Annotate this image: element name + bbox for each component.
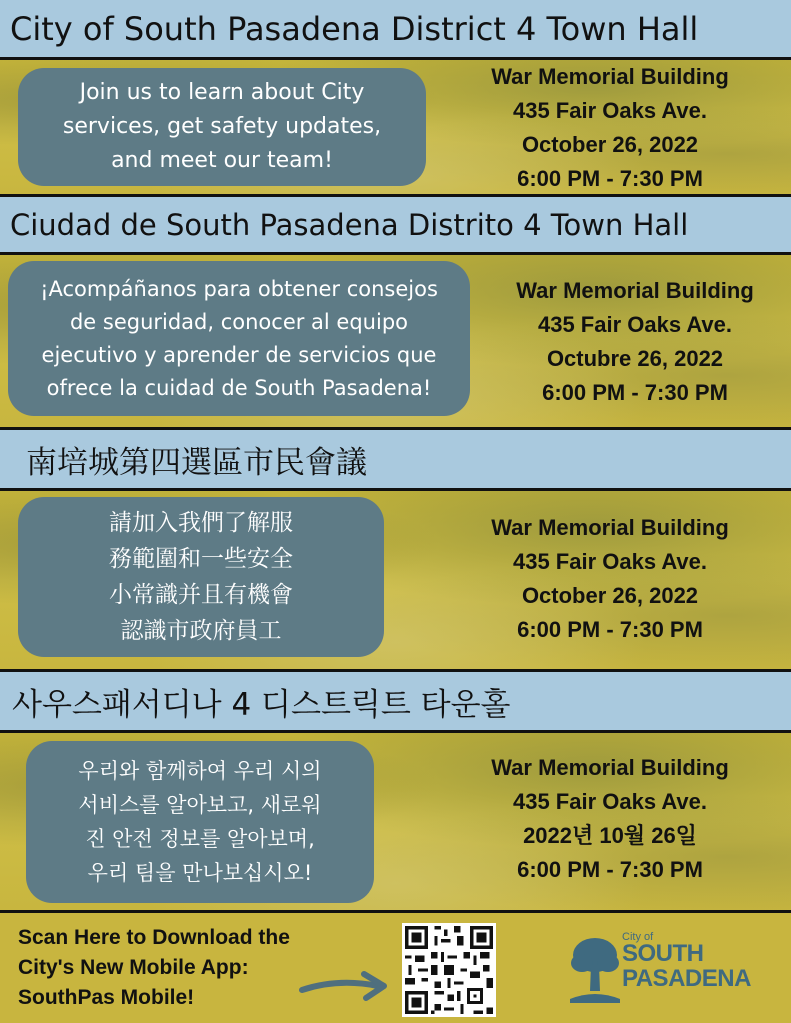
section-2-title: Ciudad de South Pasadena Distrito 4 Town Hall bbox=[10, 207, 689, 242]
section-2-date: Octubre 26, 2022 bbox=[546, 346, 724, 371]
city-logo bbox=[570, 931, 780, 1011]
section-4-message-bubble bbox=[26, 741, 374, 903]
section-2-title-bar bbox=[0, 197, 791, 252]
section-2-time: 6:00 PM - 7:30 PM bbox=[542, 380, 728, 405]
section-4-title-bar bbox=[0, 672, 791, 730]
section-2-event-info bbox=[476, 274, 791, 410]
section-2-message-bubble bbox=[8, 261, 470, 416]
arrow-right-icon bbox=[298, 968, 390, 1004]
footer bbox=[0, 913, 791, 1023]
logo-city-name: SOUTH PASADENA bbox=[622, 940, 751, 992]
section-3-title: 南培城第四選區市民會議 bbox=[26, 444, 367, 481]
section-2-panel bbox=[0, 255, 791, 427]
section-3-event-info bbox=[440, 511, 780, 647]
section-4-time: 6:00 PM - 7:30 PM bbox=[517, 857, 703, 882]
section-2-message: ¡Acompáñanos para obtener consejos de seguridad, conocer al equipo ejecutivo y aprender de servicios que ofrece la cuidad de South Pasadena! bbox=[40, 276, 438, 400]
section-1-address: 435 Fair Oaks Ave. bbox=[512, 98, 708, 123]
section-4-panel bbox=[0, 733, 791, 910]
section-1-panel bbox=[0, 60, 791, 194]
section-3-panel bbox=[0, 491, 791, 669]
app-download-text: Scan Here to Download the City's New Mobile App: SouthPas Mobile! bbox=[18, 926, 290, 1009]
section-4-venue: War Memorial Building bbox=[491, 755, 729, 780]
section-3-venue: War Memorial Building bbox=[491, 515, 729, 540]
section-1-date: October 26, 2022 bbox=[521, 132, 699, 157]
section-2-address: 435 Fair Oaks Ave. bbox=[537, 312, 733, 337]
section-4-message: 우리와 함께하여 우리 시의 서비스를 알아보고, 새로워 진 안전 정보를 알아보며, 우리 팀을 만나보십시오! bbox=[78, 759, 322, 885]
section-1-message: Join us to learn about City services, get safety updates, and meet our team! bbox=[62, 80, 382, 173]
tree-icon bbox=[570, 935, 620, 1007]
section-1-time: 6:00 PM - 7:30 PM bbox=[517, 166, 703, 191]
section-1-venue: War Memorial Building bbox=[491, 64, 729, 89]
section-4-event-info bbox=[440, 751, 780, 887]
section-4-date: 2022년 10월 26일 bbox=[523, 823, 697, 848]
section-3-message: 請加入我們了解服 務範圍和一些安全 小常識并且有機會 認識市政府員工 bbox=[109, 510, 293, 644]
section-1-message-bubble bbox=[18, 68, 426, 186]
section-1-title-bar bbox=[0, 0, 791, 57]
section-3-address: 435 Fair Oaks Ave. bbox=[512, 549, 708, 574]
section-2-venue: War Memorial Building bbox=[516, 278, 754, 303]
section-4-title: 사우스패서디나 4 디스트릭트 타운홀 bbox=[12, 686, 511, 723]
section-3-title-bar bbox=[0, 430, 791, 488]
logo-city-of: City of bbox=[622, 931, 654, 943]
section-3-time: 6:00 PM - 7:30 PM bbox=[517, 617, 703, 642]
section-3-date: October 26, 2022 bbox=[521, 583, 699, 608]
section-1-event-info bbox=[440, 60, 780, 194]
section-1-title: City of South Pasadena District 4 Town Hall bbox=[10, 9, 699, 48]
section-3-message-bubble bbox=[18, 497, 384, 657]
qr-code-icon[interactable] bbox=[402, 923, 496, 1017]
section-4-address: 435 Fair Oaks Ave. bbox=[512, 789, 708, 814]
